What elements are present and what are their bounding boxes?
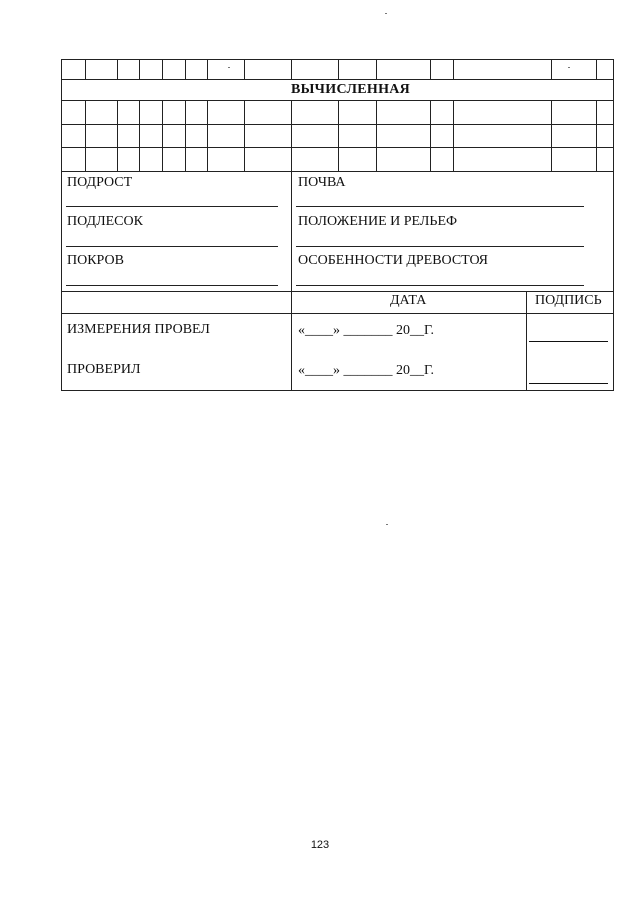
undergrowth-label: ПОДЛЕСОК [67,214,143,229]
date-field-checked: «____» _______ 20__Г. [298,363,435,378]
scan-speck [228,67,230,68]
soil-line [296,206,584,207]
cover-line [66,285,278,286]
growth-label: ПОДРОСТ [67,175,133,190]
date-field-measured: «____» _______ 20__Г. [298,323,435,338]
position-relief-line [296,246,584,247]
stand-features-label: ОСОБЕННОСТИ ДРЕВОСТОЯ [298,253,488,268]
cover-label: ПОКРОВ [67,253,124,268]
stand-features-line [296,285,584,286]
signature-line-measured [529,341,608,342]
measured-by-label: ИЗМЕРЕНИЯ ПРОВЕЛ [67,322,210,337]
scan-speck [568,67,570,68]
scan-speck [386,524,388,525]
date-header: ДАТА [390,293,427,308]
position-relief-label: ПОЛОЖЕНИЕ И РЕЛЬЕФ [298,214,458,229]
survey-form [61,59,614,391]
undergrowth-line [66,246,278,247]
page-number: 123 [310,839,330,851]
section-title: ВЫЧИСЛЕННАЯ [291,82,411,97]
scan-speck [385,13,387,14]
signature-line-checked [529,383,608,384]
growth-line [66,206,278,207]
checked-by-label: ПРОВЕРИЛ [67,362,141,377]
signature-header: ПОДПИСЬ [535,293,602,308]
soil-label: ПОЧВА [298,175,346,190]
